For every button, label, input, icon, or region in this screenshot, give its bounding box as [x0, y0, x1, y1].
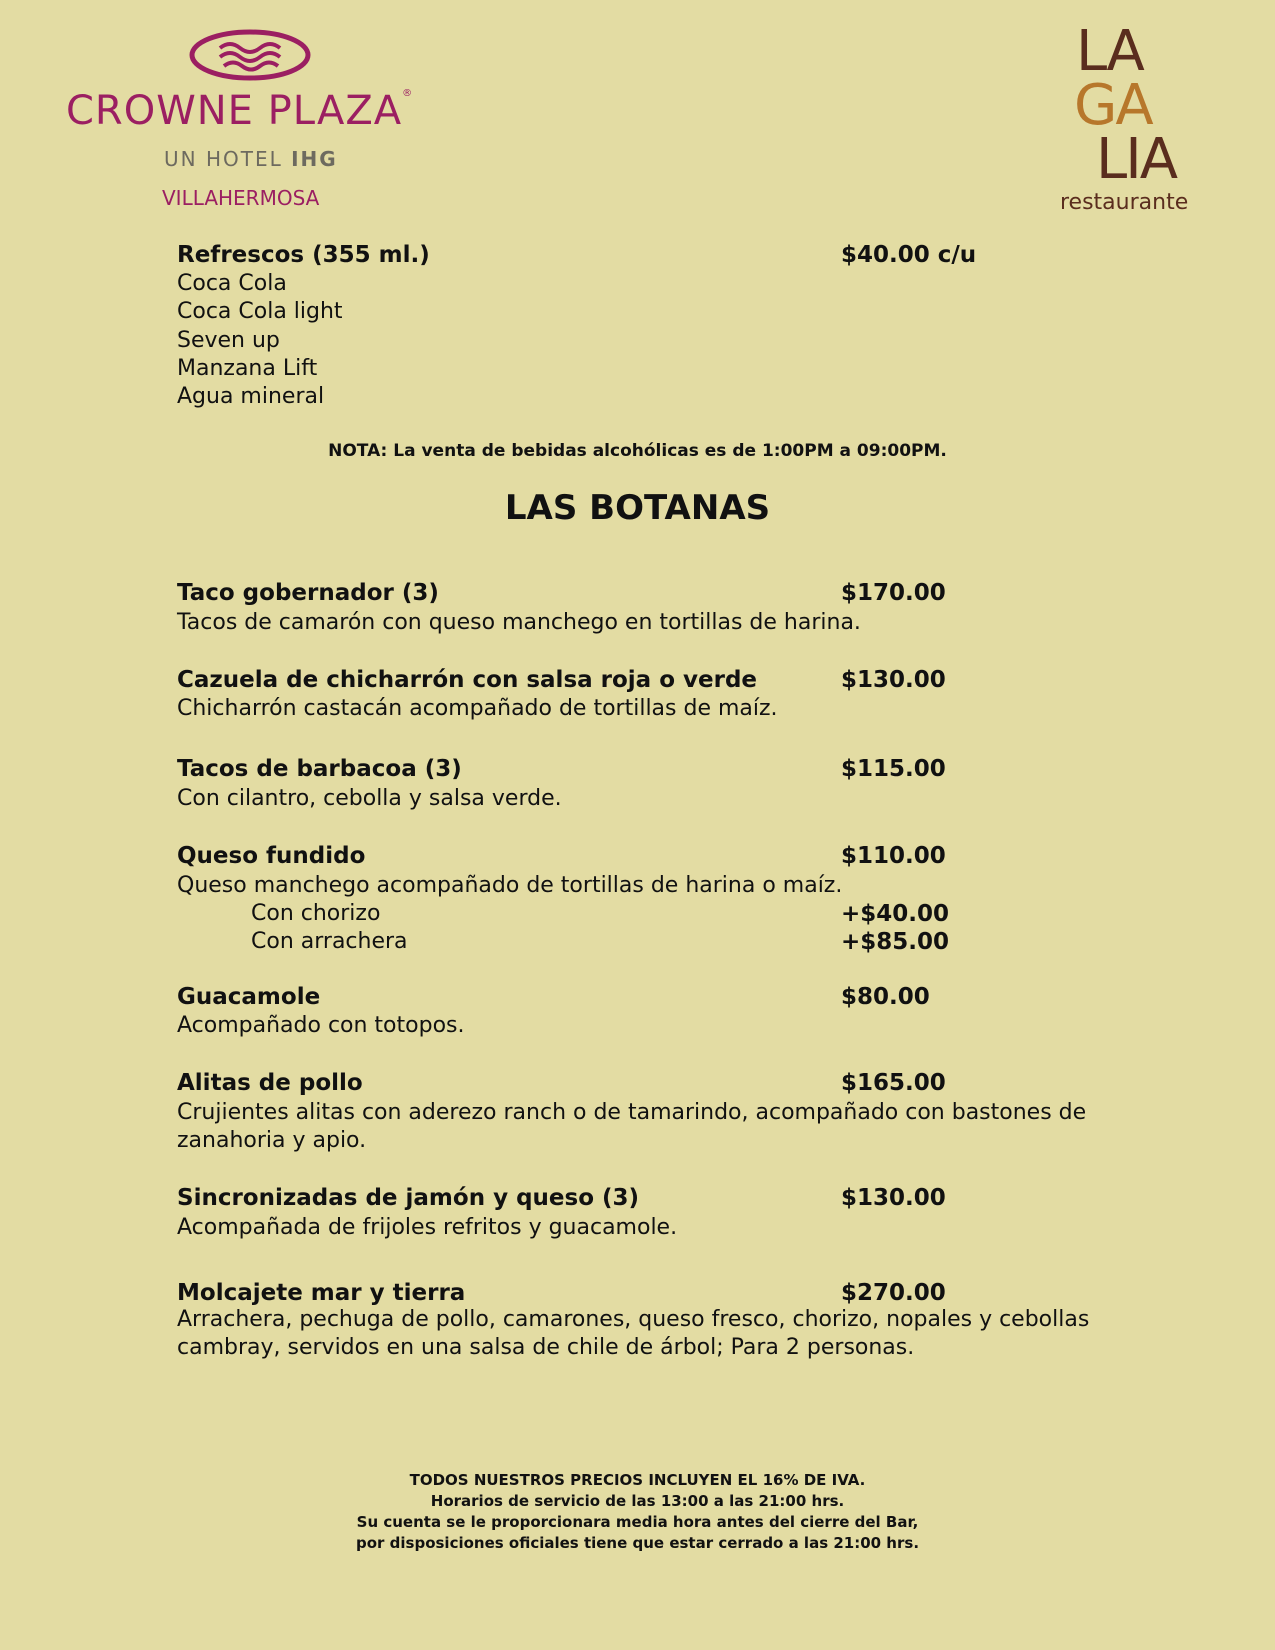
- footer-line: TODOS NUESTROS PRECIOS INCLUYEN EL 16% DE IVA.: [409, 1471, 866, 1489]
- menu-item-name: Molcajete mar y tierra: [177, 1280, 466, 1306]
- menu-item-price: $165.00: [841, 1070, 946, 1096]
- refresco-item: Coca Cola: [177, 271, 287, 296]
- refrescos-title: Refrescos (355 ml.): [177, 242, 430, 268]
- menu-item-desc: Crujientes alitas con aderezo ranch o de tamarindo, acompañado con bastones de zanahoria y apio.: [177, 1100, 1087, 1153]
- la-galia-tagline: restaurante: [1060, 190, 1189, 215]
- section-title: LAS BOTANAS: [504, 488, 771, 528]
- refrescos-price: $40.00 c/u: [841, 242, 977, 268]
- menu-item-price: $110.00: [841, 843, 946, 869]
- menu-item-desc: Acompañado con totopos.: [177, 1013, 465, 1038]
- menu-item-name: Cazuela de chicharrón con salsa roja o verde: [177, 667, 758, 693]
- footer-notes: [0, 1470, 1275, 1554]
- la-galia-line-2: GA: [1074, 73, 1152, 138]
- footer-line: Horarios de servicio de las 13:00 a las 21:00 hrs.: [430, 1492, 845, 1510]
- menu-extra-price: +$40.00: [841, 901, 950, 927]
- menu-item-desc: Chicharrón castacán acompañado de tortillas de maíz.: [177, 696, 778, 721]
- menu-item-name: Alitas de pollo: [177, 1070, 363, 1096]
- menu-item-name: Queso fundido: [177, 843, 366, 869]
- menu-item-name: Tacos de barbacoa (3): [177, 756, 462, 782]
- menu-item-price: $130.00: [841, 1185, 946, 1211]
- la-galia-line-3: LIA: [1096, 127, 1177, 192]
- refresco-item: Seven up: [177, 328, 280, 353]
- crowne-plaza-city: VILLAHERMOSA: [162, 186, 320, 210]
- menu-item-price: $115.00: [841, 756, 946, 782]
- footer-line: por disposiciones oficiales tiene que estar cerrado a las 21:00 hrs.: [355, 1534, 920, 1552]
- menu-extra-name: Con chorizo: [251, 901, 381, 926]
- refresco-item: Coca Cola light: [177, 299, 343, 324]
- menu-item-price: $170.00: [841, 580, 946, 606]
- menu-item-price: $130.00: [841, 667, 946, 693]
- menu-item-desc: Acompañada de frijoles refritos y guacamole.: [177, 1215, 678, 1240]
- crowne-plaza-logo: [66, 26, 446, 216]
- refresco-item: Agua mineral: [177, 384, 325, 409]
- menu-item-price: $270.00: [841, 1280, 946, 1306]
- menu-item-name: Sincronizadas de jamón y queso (3): [177, 1185, 640, 1211]
- footer-line: Su cuenta se le proporcionara media hora antes del cierre del Bar,: [356, 1513, 919, 1531]
- menu-item-desc: Con cilantro, cebolla y salsa verde.: [177, 786, 562, 811]
- la-galia-line-1: LA: [1076, 19, 1143, 84]
- menu-item-desc: Queso manchego acompañado de tortillas de harina o maíz.: [177, 873, 843, 898]
- menu-item-price: $80.00: [841, 984, 930, 1010]
- menu-item-name: Taco gobernador (3): [177, 580, 439, 606]
- menu-item-desc: Tacos de camarón con queso manchego en tortillas de harina.: [177, 610, 861, 635]
- menu-item-desc: Arrachera, pechuga de pollo, camarones, queso fresco, chorizo, nopales y cebollas cambray, servidos en una salsa de chile de árbol; Para 2 personas.: [177, 1307, 1090, 1360]
- refresco-item: Manzana Lift: [177, 356, 318, 381]
- menu-extra-price: +$85.00: [841, 929, 950, 955]
- menu-item-name: Guacamole: [177, 984, 321, 1010]
- crowne-plaza-subtitle: UN HOTEL IHG: [164, 147, 338, 171]
- crowne-plaza-name: CROWNE PLAZA®: [66, 88, 414, 134]
- crowne-plaza-emblem-icon: [188, 28, 312, 82]
- la-galia-logo: [1050, 20, 1210, 220]
- alcohol-note: NOTA: La venta de bebidas alcohólicas es de 1:00PM a 09:00PM.: [328, 441, 947, 461]
- menu-extra-name: Con arrachera: [251, 929, 408, 954]
